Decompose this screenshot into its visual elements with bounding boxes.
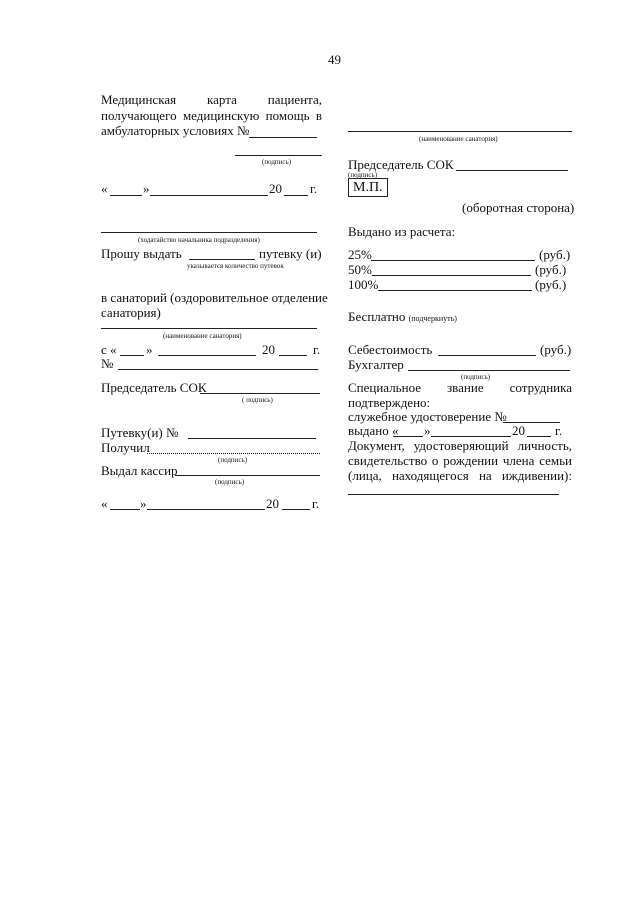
sanatorium-line-2: санатория) xyxy=(101,305,161,320)
period-day-field[interactable] xyxy=(120,355,144,356)
sanatorium-name-field[interactable] xyxy=(101,328,317,329)
rate-100-label: 100% xyxy=(348,277,379,292)
period-year: 20 xyxy=(262,342,275,357)
chair-sok-signature-field[interactable] xyxy=(200,393,320,394)
received-signature-field[interactable] xyxy=(147,453,320,454)
date-year-2: 20 xyxy=(266,496,279,511)
right-sanatorium-caption: (наименование санатория) xyxy=(419,135,498,143)
service-id-label: служебное удостоверение № xyxy=(348,409,507,424)
rate-25-unit: (руб.) xyxy=(539,247,571,262)
chair-sok-label: Председатель СОК xyxy=(101,380,207,395)
issued-year-field[interactable] xyxy=(527,436,551,437)
date-quote-close-2: » xyxy=(140,496,147,511)
medical-card-line-2: получающего медицинскую помощь в xyxy=(101,108,323,123)
accountant-signature-field[interactable] xyxy=(408,370,570,371)
right-chair-sok-signature-field[interactable] xyxy=(456,170,568,171)
identity-doc-line-2: свидетельство о рождении члена семьи xyxy=(348,453,573,468)
rate-50-field[interactable] xyxy=(372,275,531,276)
rank-line: Специальное звание сотрудника xyxy=(348,380,572,395)
right-chair-sok-label: Председатель СОК xyxy=(348,157,454,172)
voucher-number-label: Путевку(и) № xyxy=(101,425,179,440)
request-end: путевку (и) xyxy=(259,246,322,261)
date-year-field-2[interactable] xyxy=(282,509,310,510)
date-year-1: 20 xyxy=(269,181,282,196)
cost-field[interactable] xyxy=(438,355,536,356)
period-year-suffix: г. xyxy=(313,342,321,357)
right-signature-caption-1: (подпись) xyxy=(348,171,378,179)
date-day-field-1[interactable] xyxy=(110,195,142,196)
issued-quote: » xyxy=(424,423,431,438)
petition-field[interactable] xyxy=(101,232,317,233)
signature-field-1[interactable] xyxy=(235,155,322,156)
rate-50-unit: (руб.) xyxy=(535,262,567,277)
cost-label: Себестоимость xyxy=(348,342,433,357)
issued-start: выдано « xyxy=(348,423,399,438)
date-year-suffix-1: г. xyxy=(310,181,318,196)
date-day-field-2[interactable] xyxy=(110,509,140,510)
reverse-side-label: (оборотная сторона) xyxy=(462,200,575,215)
signature-caption-1: (подпись) xyxy=(262,158,292,166)
rate-50-label: 50% xyxy=(348,262,372,277)
issued-month-field[interactable] xyxy=(431,436,511,437)
issued-from-calc-label: Выдано из расчета: xyxy=(348,224,456,239)
identity-doc-line-1: Документ, удостоверяющий личность, xyxy=(348,438,573,453)
rate-100-unit: (руб.) xyxy=(535,277,567,292)
right-signature-caption-2: (подпись) xyxy=(461,373,491,381)
received-label: Получил xyxy=(101,440,150,455)
date-quote-open-1: « xyxy=(101,181,108,196)
issued-year-suffix: г. xyxy=(555,423,563,438)
rate-25-field[interactable] xyxy=(371,260,535,261)
cashier-label: Выдал кассир xyxy=(101,463,178,478)
medical-card-line-1: Медицинская карта пациента, xyxy=(101,92,323,107)
identity-doc-field[interactable] xyxy=(348,494,559,495)
date-month-field-2[interactable] xyxy=(147,509,265,510)
underline-note: (подчеркнуть) xyxy=(408,314,457,323)
sanatorium-name-caption: (наименование санатория) xyxy=(163,332,242,340)
issued-year: 20 xyxy=(512,423,525,438)
right-sanatorium-name-field[interactable] xyxy=(348,131,572,132)
confirmed-label: подтверждено: xyxy=(348,395,431,410)
period-month-field[interactable] xyxy=(158,355,256,356)
number-sign: № xyxy=(101,356,114,371)
page-number: 49 xyxy=(328,52,341,67)
period-quote: » xyxy=(146,342,153,357)
signature-caption-2: ( подпись) xyxy=(242,396,273,404)
seal-placeholder: М.П. xyxy=(348,178,388,197)
issued-day-field[interactable] xyxy=(393,436,423,437)
voucher-count-field[interactable] xyxy=(189,259,255,260)
date-quote-open-2: « xyxy=(101,496,108,511)
date-quote-close-1: » xyxy=(143,181,150,196)
date-year-field-1[interactable] xyxy=(284,195,308,196)
medical-card-number-field[interactable] xyxy=(249,137,317,138)
voucher-number-field[interactable] xyxy=(188,438,316,439)
medical-card-line-3: амбулаторных условиях № xyxy=(101,123,250,138)
number-field[interactable] xyxy=(118,369,318,370)
date-month-field-1[interactable] xyxy=(150,195,268,196)
cashier-signature-field[interactable] xyxy=(175,475,320,476)
date-year-suffix-2: г. xyxy=(312,496,320,511)
sanatorium-line-1: в санаторий (оздоровительное отделение xyxy=(101,290,328,305)
rate-100-field[interactable] xyxy=(378,290,532,291)
period-year-field[interactable] xyxy=(279,355,307,356)
rate-25-label: 25% xyxy=(348,247,372,262)
cost-unit: (руб.) xyxy=(540,342,572,357)
signature-caption-3: (подпись) xyxy=(218,456,248,464)
identity-doc-line-3: (лица, находящегося на иждивении): xyxy=(348,468,572,483)
voucher-count-caption: указывается количество путевок xyxy=(187,262,284,270)
period-from: с « xyxy=(101,342,117,357)
accountant-label: Бухгалтер xyxy=(348,357,404,372)
free-label: Бесплатно (подчеркнуть) xyxy=(348,309,457,324)
petition-caption: (ходатайство начальника подразделения) xyxy=(138,236,260,244)
signature-caption-4: (подпись) xyxy=(215,478,245,486)
request-start: Прошу выдать xyxy=(101,246,182,261)
